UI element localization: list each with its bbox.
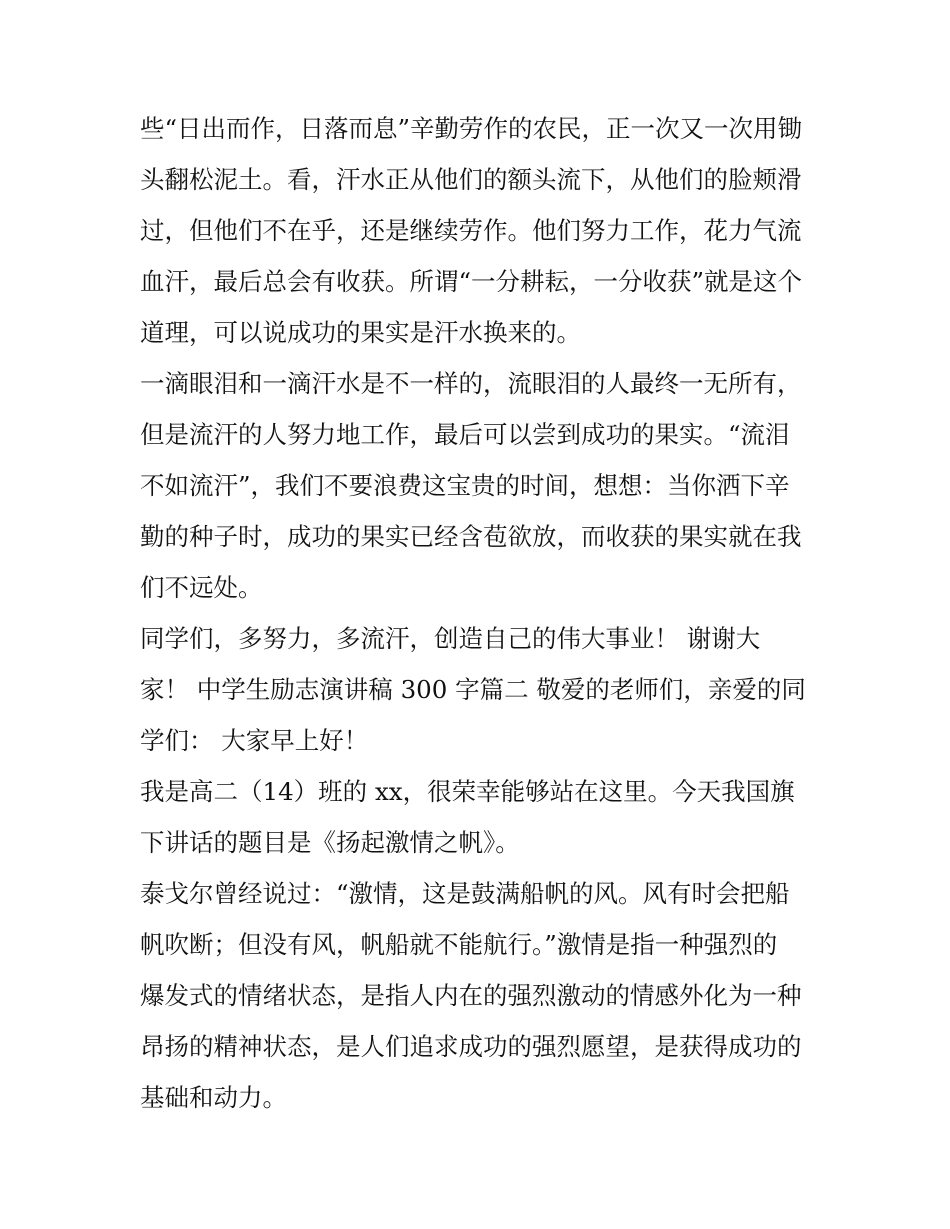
- text-line: 家！ 中学生励志演讲稿 300 字篇二 敬爱的老师们，亲爱的同: [140, 675, 806, 704]
- text-line: 基础和动力。: [140, 1083, 287, 1112]
- text-line: 不如流汗”，我们不要浪费这宝贵的时间，想想：当你洒下辛: [140, 471, 790, 500]
- text-line: 勤的种子时，成功的果实已经含苞欲放，而收获的果实就在我: [140, 522, 802, 551]
- text-line: 下讲话的题目是《扬起激情之帆》。: [140, 828, 520, 857]
- text-line: 但是流汗的人努力地工作，最后可以尝到成功的果实。“流泪: [140, 420, 790, 449]
- text-line: 学们： 大家早上好！: [140, 726, 369, 755]
- text-line: 泰戈尔曾经说过：“激情，这是鼓满船帆的风。风有时会把船: [140, 879, 790, 908]
- text-line: 过，但他们不在乎，还是继续劳作。他们努力工作，花力气流: [140, 216, 802, 245]
- text-line: 帆吹断；但没有风，帆船就不能航行。”激情是指一种强烈的: [140, 930, 778, 959]
- text-line: 昂扬的精神状态，是人们追求成功的强烈愿望，是获得成功的: [140, 1032, 802, 1061]
- text-line: 血汗，最后总会有收获。所谓“一分耕耘，一分收获”就是这个: [140, 267, 803, 296]
- text-line: 一滴眼泪和一滴汗水是不一样的，流眼泪的人最终一无所有，: [140, 369, 802, 398]
- text-line: 爆发式的情绪状态，是指人内在的强烈激动的情感外化为一种: [140, 981, 802, 1010]
- body-text: [140, 103, 820, 1123]
- text-line: 我是高二（14）班的 xx，很荣幸能够站在这里。今天我国旗: [140, 777, 795, 806]
- text-line: 些“日出而作，日落而息”辛勤劳作的农民，正一次又一次用锄: [140, 114, 803, 143]
- text-line: 头翻松泥土。看，汗水正从他们的额头流下，从他们的脸颊滑: [140, 165, 802, 194]
- text-line: 同学们，多努力，多流汗，创造自己的伟大事业！ 谢谢大: [140, 624, 761, 653]
- text-line: 道理，可以说成功的果实是汗水换来的。: [140, 318, 581, 347]
- text-line: 们不远处。: [140, 573, 263, 602]
